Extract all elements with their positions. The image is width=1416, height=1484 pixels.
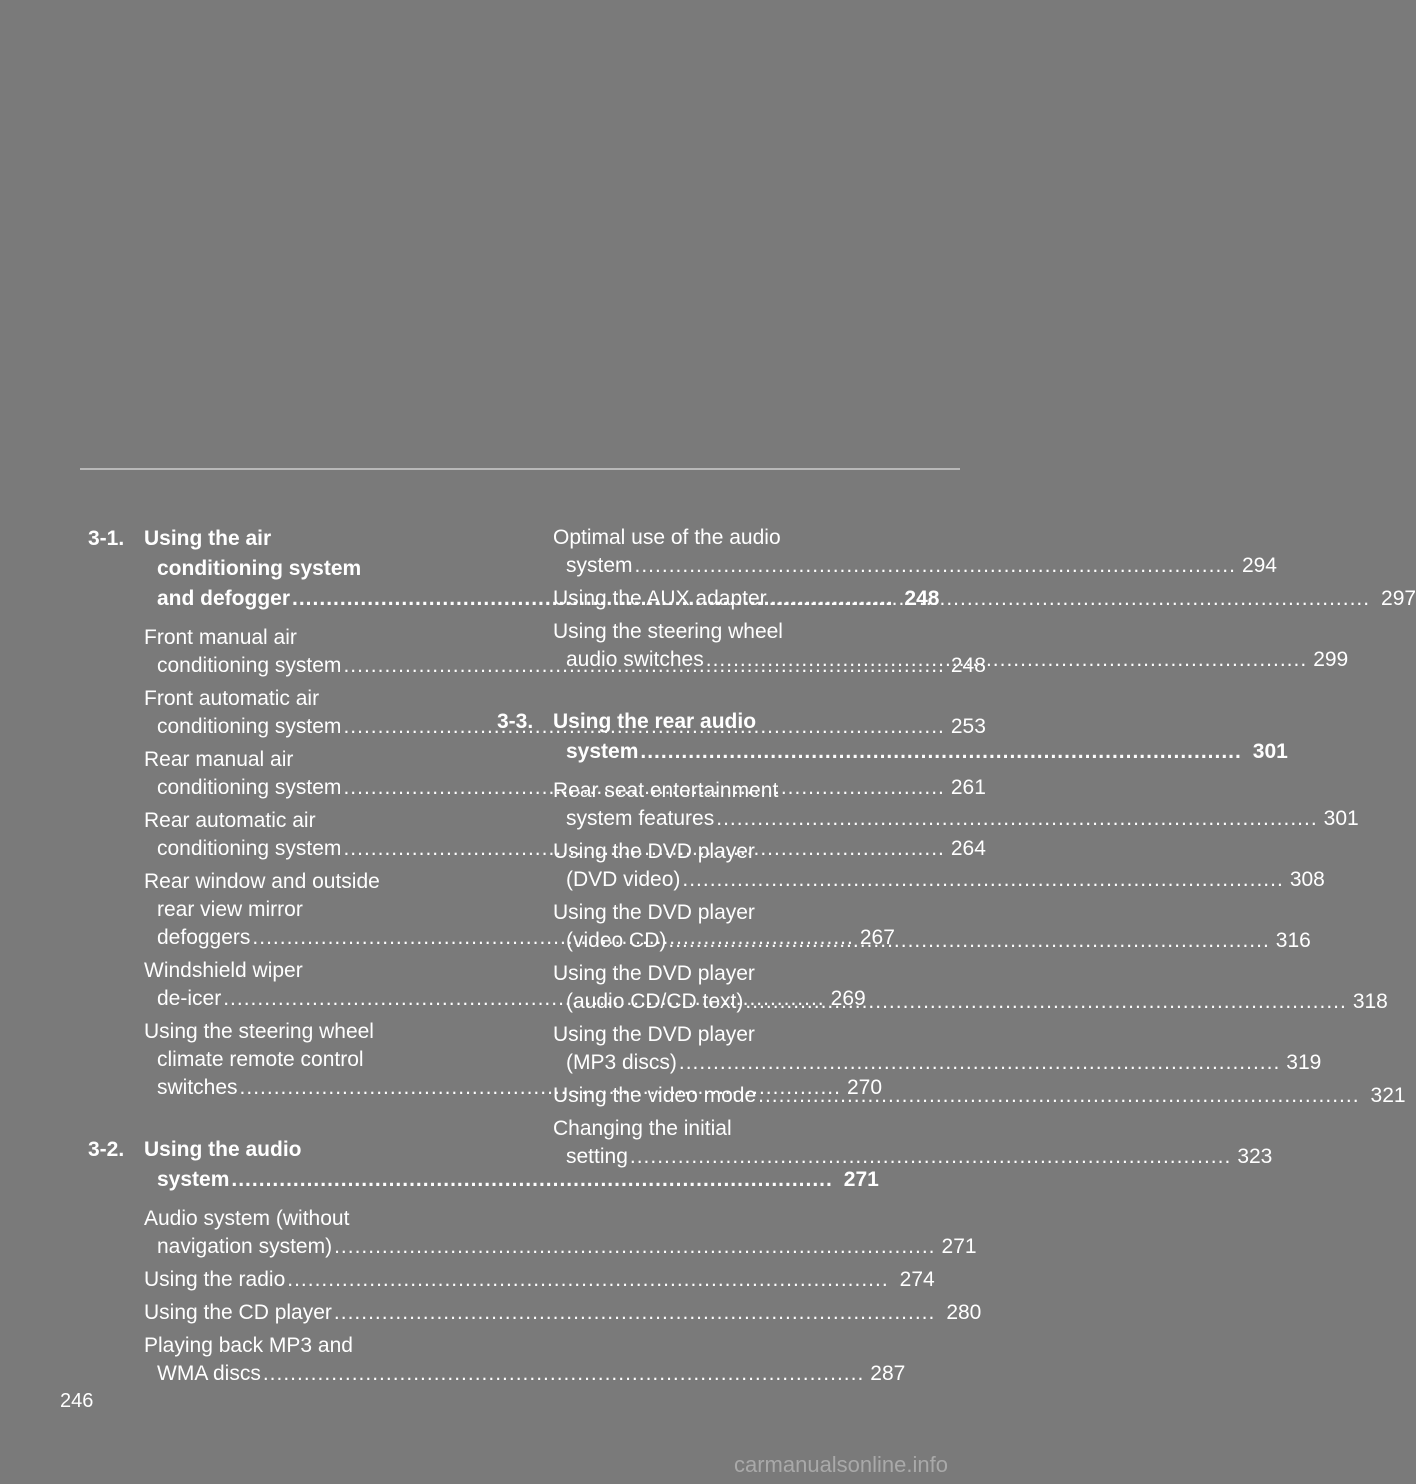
section-title-line: system bbox=[566, 740, 639, 763]
entry-title: system features bbox=[566, 807, 715, 830]
section-page: 248 bbox=[904, 587, 940, 610]
entry-title: rear view mirror bbox=[157, 898, 303, 921]
leader-dots bbox=[635, 554, 1236, 577]
entry-page: 319 bbox=[1286, 1051, 1322, 1074]
entry-page: 269 bbox=[830, 987, 866, 1010]
entry-title: conditioning system bbox=[157, 776, 342, 799]
toc-entry[interactable] bbox=[144, 1266, 935, 1294]
toc-entry[interactable] bbox=[144, 1299, 982, 1327]
entry-title: (MP3 discs) bbox=[566, 1051, 677, 1074]
entry-page: 301 bbox=[1323, 807, 1359, 830]
section-number: 3-2. bbox=[88, 1138, 125, 1161]
entry-title: conditioning system bbox=[157, 837, 342, 860]
leader-dots bbox=[679, 1051, 1280, 1074]
section-title-line: and defogger bbox=[157, 587, 291, 610]
entry-title: Windshield wiper bbox=[144, 959, 303, 982]
entry-title: Using the video mode bbox=[553, 1084, 757, 1107]
entry-title: conditioning system bbox=[157, 715, 342, 738]
section-number: 3-3. bbox=[497, 710, 534, 733]
leader-dots bbox=[668, 929, 1269, 952]
entry-title: Changing the initial bbox=[553, 1117, 732, 1140]
entry-title: WMA discs bbox=[157, 1362, 261, 1385]
entry-title: Using the DVD player bbox=[553, 962, 755, 985]
entry-page: 274 bbox=[899, 1268, 935, 1291]
entry-title: Using the DVD player bbox=[553, 901, 755, 924]
page-number: 246 bbox=[60, 1390, 94, 1412]
watermark: carmanualsonline.info bbox=[733, 1452, 948, 1477]
entry-title: Using the CD player bbox=[144, 1301, 332, 1324]
section-title-line: Using the audio bbox=[144, 1138, 302, 1161]
entry-title: setting bbox=[566, 1145, 628, 1168]
toc-entry[interactable] bbox=[553, 1021, 1322, 1077]
entry-title: Front automatic air bbox=[144, 687, 320, 710]
entry-page: 261 bbox=[950, 776, 986, 799]
entry-title: Rear manual air bbox=[144, 748, 294, 771]
leader-dots bbox=[287, 1266, 888, 1294]
section-page: 301 bbox=[1252, 740, 1288, 763]
leader-dots bbox=[716, 807, 1317, 830]
toc-entry[interactable] bbox=[144, 1205, 977, 1261]
entry-page: 270 bbox=[846, 1076, 883, 1099]
entry-page: 294 bbox=[1241, 554, 1277, 577]
section-number: 3-1. bbox=[88, 527, 125, 550]
entry-title: Audio system (without bbox=[144, 1207, 350, 1230]
entry-page: 280 bbox=[946, 1301, 982, 1324]
entry-title: climate remote control bbox=[157, 1048, 364, 1071]
section-title-line: Using the rear audio bbox=[553, 710, 757, 733]
entry-page: 323 bbox=[1237, 1145, 1273, 1168]
leader-dots bbox=[682, 868, 1283, 891]
leader-dots bbox=[758, 1082, 1359, 1110]
entry-title: switches bbox=[157, 1076, 238, 1099]
section-page: 271 bbox=[843, 1168, 879, 1191]
leader-dots bbox=[640, 737, 1241, 767]
entry-page: 248 bbox=[950, 654, 986, 677]
entry-title: system bbox=[566, 554, 633, 577]
toc-entry[interactable] bbox=[553, 524, 1277, 580]
leader-dots bbox=[706, 648, 1307, 671]
entry-page: 299 bbox=[1313, 648, 1349, 671]
entry-title: Optimal use of the audio bbox=[553, 526, 781, 549]
toc-entry[interactable] bbox=[144, 1332, 906, 1388]
entry-title: Rear automatic air bbox=[144, 809, 316, 832]
entry-title: Using the steering wheel bbox=[553, 620, 783, 643]
entry-title: Rear window and outside bbox=[144, 870, 380, 893]
entry-page: 264 bbox=[950, 837, 986, 860]
leader-dots bbox=[630, 1145, 1231, 1168]
entry-title: conditioning system bbox=[157, 654, 342, 677]
entry-page: 271 bbox=[941, 1235, 977, 1258]
entry-title: Using the DVD player bbox=[553, 840, 755, 863]
entry-page: 253 bbox=[950, 715, 986, 738]
entry-title: defoggers bbox=[157, 926, 251, 949]
entry-title: audio switches bbox=[566, 648, 704, 671]
entry-title: (DVD video) bbox=[566, 868, 681, 891]
entry-title: Using the steering wheel bbox=[144, 1020, 374, 1043]
entry-page: 316 bbox=[1275, 929, 1311, 952]
leader-dots bbox=[334, 1235, 935, 1258]
section-title-line: system bbox=[157, 1168, 230, 1191]
entry-title: Using the DVD player bbox=[553, 1023, 755, 1046]
section-title-line: conditioning system bbox=[157, 557, 362, 580]
toc-entry[interactable] bbox=[553, 960, 1388, 1016]
section-title-line: Using the air bbox=[144, 527, 272, 550]
entry-title: de-icer bbox=[157, 987, 222, 1010]
leader-dots bbox=[745, 990, 1346, 1013]
entry-title: (audio CD/CD text) bbox=[566, 990, 744, 1013]
entry-title: Front manual air bbox=[144, 626, 297, 649]
entry-title: Using the AUX adapter bbox=[553, 587, 767, 610]
toc-entry[interactable] bbox=[553, 1115, 1273, 1171]
leader-dots bbox=[334, 1299, 935, 1327]
entry-title: (video CD) bbox=[566, 929, 667, 952]
entry-page: 267 bbox=[859, 926, 895, 949]
leader-dots bbox=[769, 585, 1370, 613]
entry-title: navigation system) bbox=[157, 1235, 333, 1258]
entry-page: 297 bbox=[1381, 587, 1416, 610]
entry-page: 321 bbox=[1370, 1084, 1406, 1107]
entry-page: 308 bbox=[1289, 868, 1325, 891]
entry-title: Playing back MP3 and bbox=[144, 1334, 353, 1357]
entry-title: Rear seat entertainment bbox=[553, 779, 779, 802]
entry-page: 318 bbox=[1352, 990, 1388, 1013]
entry-page: 287 bbox=[870, 1362, 906, 1385]
entry-title: Using the radio bbox=[144, 1268, 286, 1291]
leader-dots bbox=[263, 1362, 864, 1385]
header-divider bbox=[80, 468, 960, 470]
